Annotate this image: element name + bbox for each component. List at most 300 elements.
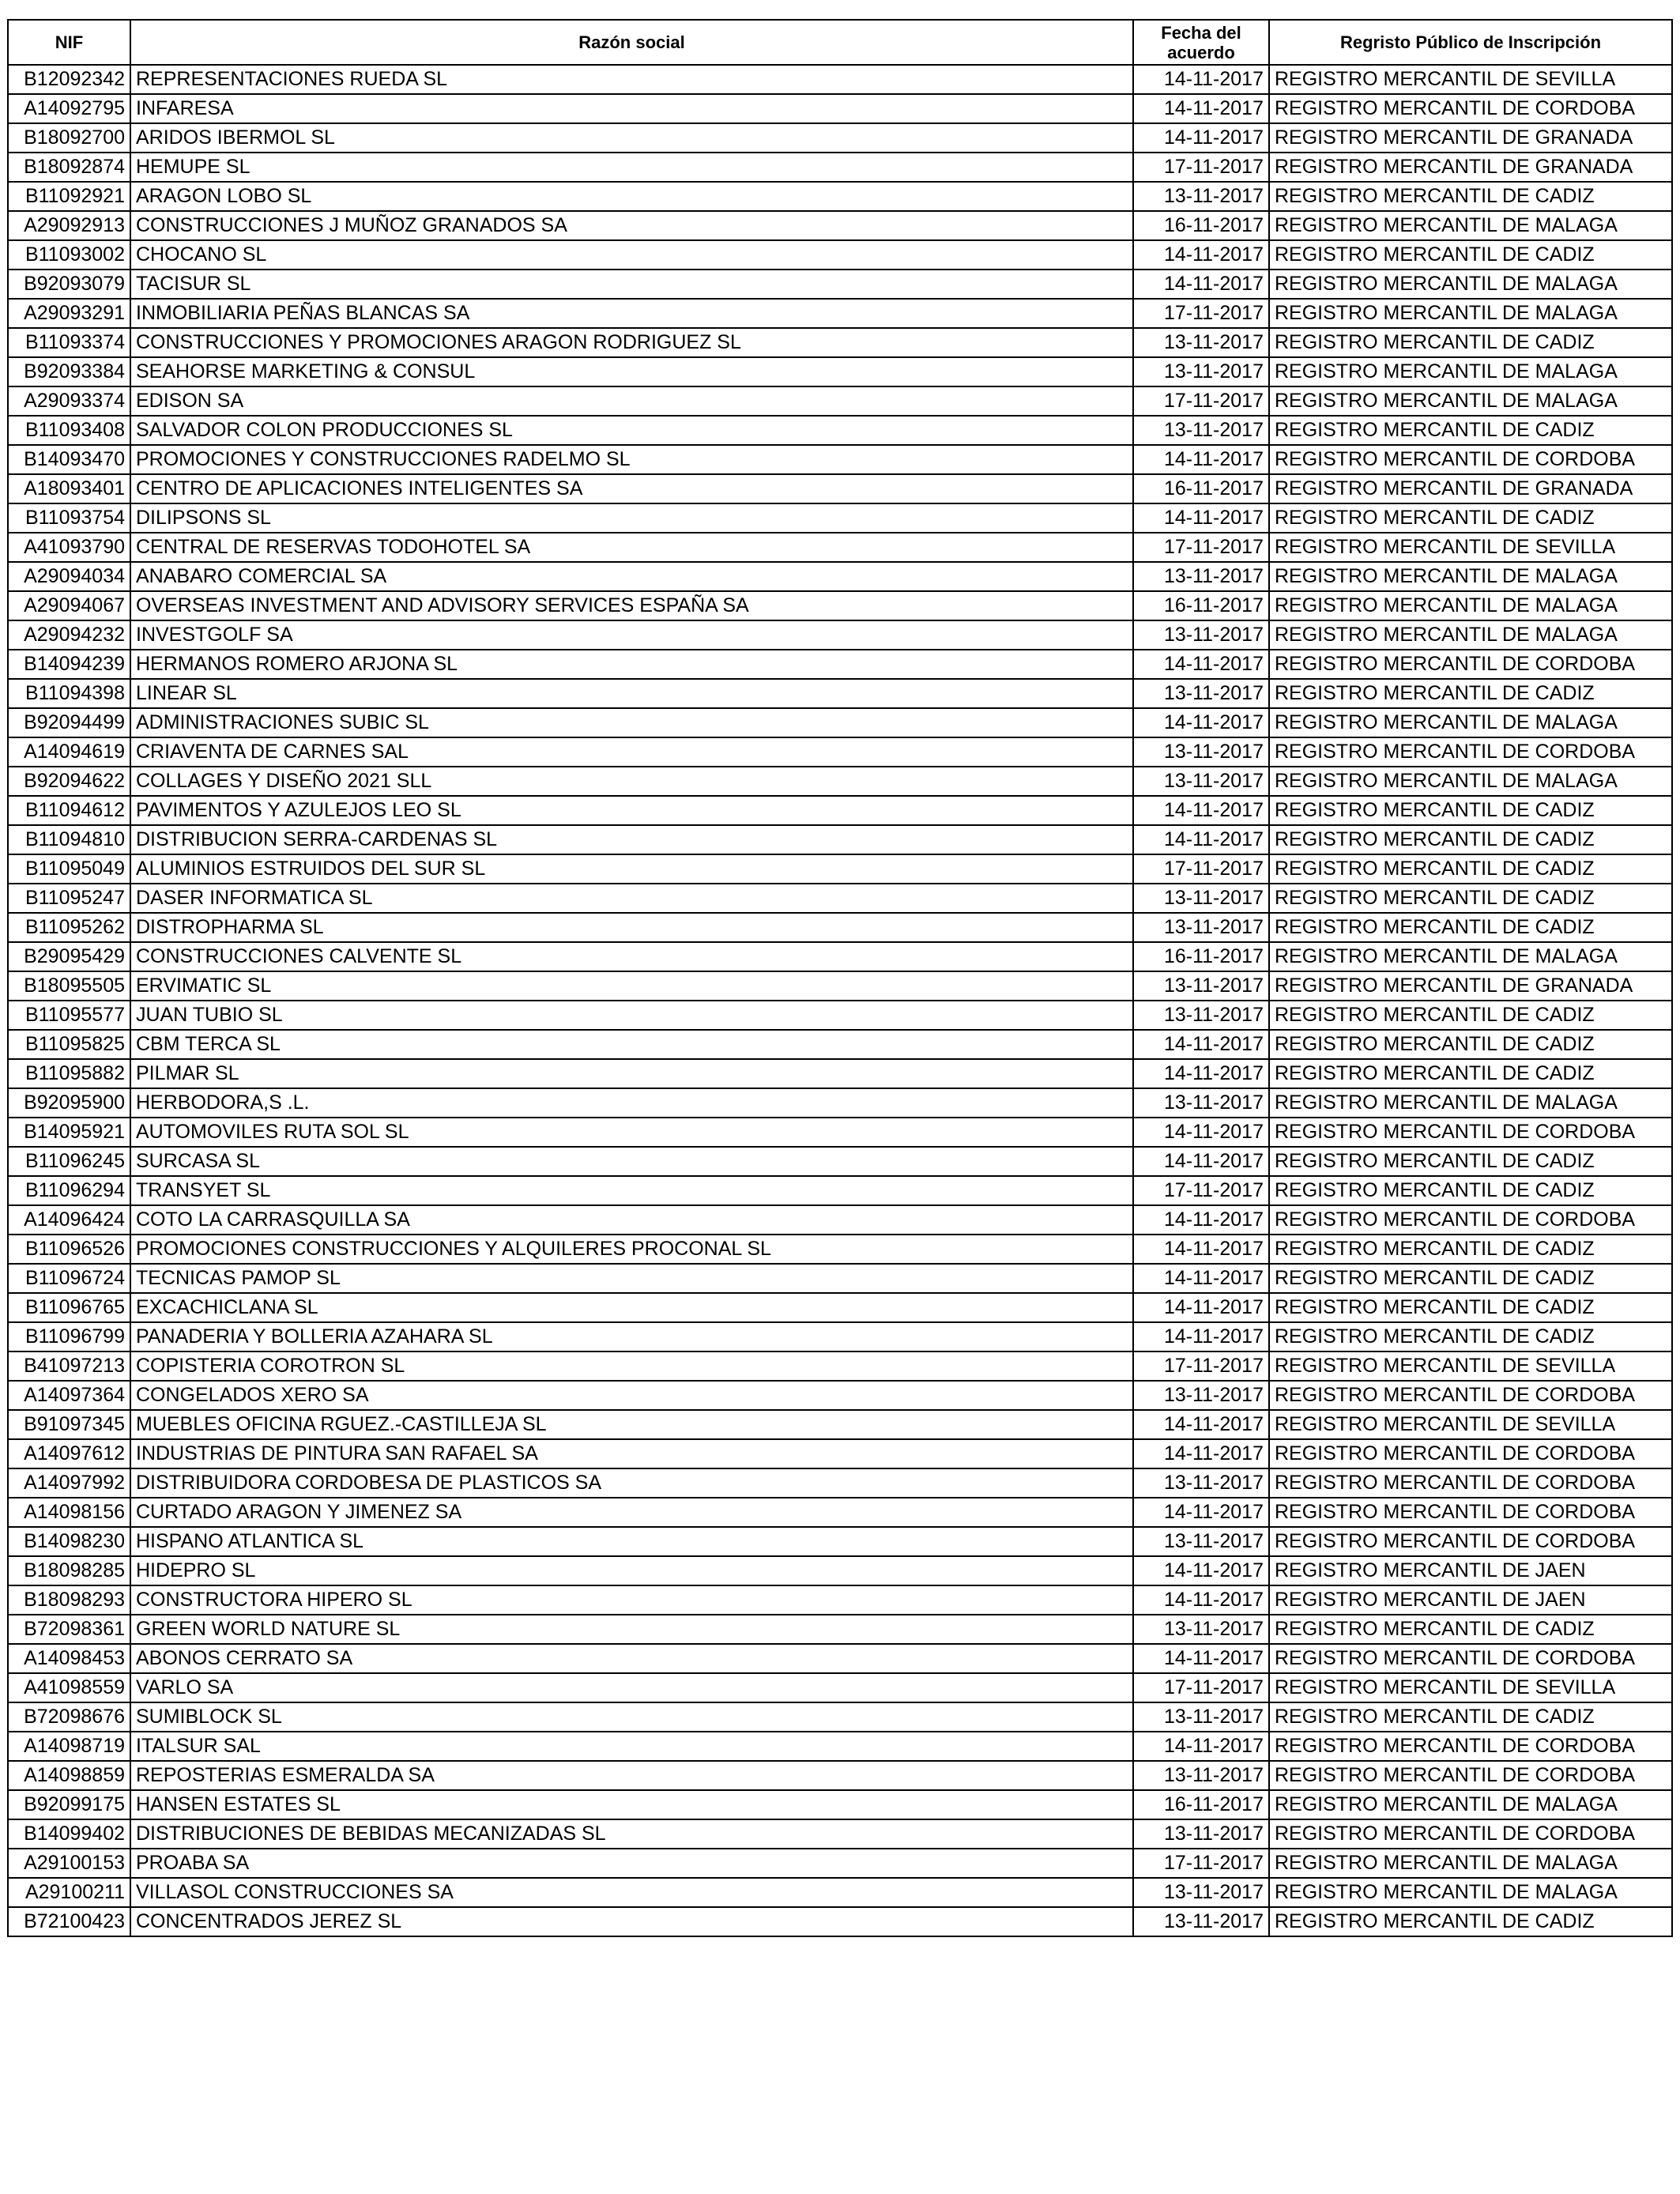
- table-row: [8, 913, 1672, 942]
- cell-nif: B92093384: [8, 357, 130, 386]
- table-row: [8, 474, 1672, 503]
- cell-nif: B11093002: [8, 240, 130, 270]
- table-row: [8, 445, 1672, 474]
- cell-razon-social: CBM TERCA SL: [130, 1030, 1133, 1059]
- cell-fecha: 14-11-2017: [1133, 65, 1269, 94]
- cell-registro: REGISTRO MERCANTIL DE CADIZ: [1269, 182, 1672, 211]
- cell-nif: A14098859: [8, 1761, 130, 1790]
- table-row: [8, 854, 1672, 884]
- cell-razon-social: REPOSTERIAS ESMERALDA SA: [130, 1761, 1133, 1790]
- cell-nif: B11093374: [8, 328, 130, 357]
- cell-fecha: 13-11-2017: [1133, 1381, 1269, 1410]
- cell-nif: B92094622: [8, 767, 130, 796]
- cell-registro: REGISTRO MERCANTIL DE JAEN: [1269, 1556, 1672, 1585]
- cell-fecha: 14-11-2017: [1133, 503, 1269, 533]
- cell-fecha: 14-11-2017: [1133, 1410, 1269, 1439]
- cell-registro: REGISTRO MERCANTIL DE MALAGA: [1269, 270, 1672, 299]
- table-row: [8, 971, 1672, 1001]
- table-row: [8, 1118, 1672, 1147]
- cell-nif: B11094810: [8, 825, 130, 854]
- cell-registro: REGISTRO MERCANTIL DE CADIZ: [1269, 1001, 1672, 1030]
- cell-registro: REGISTRO MERCANTIL DE MALAGA: [1269, 767, 1672, 796]
- cell-fecha: 13-11-2017: [1133, 620, 1269, 650]
- cell-nif: B72100423: [8, 1907, 130, 1936]
- cell-fecha: 14-11-2017: [1133, 1585, 1269, 1615]
- table-row: [8, 503, 1672, 533]
- cell-registro: REGISTRO MERCANTIL DE CORDOBA: [1269, 445, 1672, 474]
- cell-fecha: 13-11-2017: [1133, 884, 1269, 913]
- cell-registro: REGISTRO MERCANTIL DE CADIZ: [1269, 1176, 1672, 1205]
- cell-razon-social: HISPANO ATLANTICA SL: [130, 1527, 1133, 1556]
- cell-nif: A18093401: [8, 474, 130, 503]
- cell-registro: REGISTRO MERCANTIL DE GRANADA: [1269, 971, 1672, 1001]
- cell-nif: B11095825: [8, 1030, 130, 1059]
- table-row: [8, 1293, 1672, 1322]
- cell-fecha: 13-11-2017: [1133, 1088, 1269, 1118]
- cell-fecha: 16-11-2017: [1133, 942, 1269, 971]
- cell-razon-social: ARIDOS IBERMOL SL: [130, 123, 1133, 153]
- cell-razon-social: ERVIMATIC SL: [130, 971, 1133, 1001]
- cell-fecha: 13-11-2017: [1133, 1878, 1269, 1907]
- cell-registro: REGISTRO MERCANTIL DE CORDOBA: [1269, 1498, 1672, 1527]
- cell-fecha: 17-11-2017: [1133, 386, 1269, 416]
- cell-registro: REGISTRO MERCANTIL DE MALAGA: [1269, 1878, 1672, 1907]
- table-row: [8, 737, 1672, 767]
- cell-nif: A14096424: [8, 1205, 130, 1235]
- cell-fecha: 17-11-2017: [1133, 1351, 1269, 1381]
- table-row: [8, 1819, 1672, 1849]
- cell-registro: REGISTRO MERCANTIL DE CADIZ: [1269, 1322, 1672, 1351]
- table-row: [8, 240, 1672, 270]
- cell-razon-social: HERBODORA,S .L.: [130, 1088, 1133, 1118]
- table-row: [8, 211, 1672, 240]
- cell-nif: B18098293: [8, 1585, 130, 1615]
- header-razon-social: Razón social: [130, 20, 1133, 65]
- cell-razon-social: SALVADOR COLON PRODUCCIONES SL: [130, 416, 1133, 445]
- cell-nif: A29094232: [8, 620, 130, 650]
- cell-nif: B92095900: [8, 1088, 130, 1118]
- cell-razon-social: DASER INFORMATICA SL: [130, 884, 1133, 913]
- table-row: [8, 94, 1672, 123]
- cell-registro: REGISTRO MERCANTIL DE MALAGA: [1269, 591, 1672, 620]
- cell-razon-social: INFARESA: [130, 94, 1133, 123]
- cell-fecha: 14-11-2017: [1133, 1556, 1269, 1585]
- cell-nif: A29093374: [8, 386, 130, 416]
- cell-fecha: 13-11-2017: [1133, 357, 1269, 386]
- cell-nif: B12092342: [8, 65, 130, 94]
- cell-razon-social: ADMINISTRACIONES SUBIC SL: [130, 708, 1133, 737]
- cell-fecha: 17-11-2017: [1133, 1849, 1269, 1878]
- cell-nif: A14098719: [8, 1732, 130, 1761]
- cell-nif: B11096799: [8, 1322, 130, 1351]
- cell-registro: REGISTRO MERCANTIL DE CADIZ: [1269, 1264, 1672, 1293]
- cell-razon-social: SURCASA SL: [130, 1147, 1133, 1176]
- table-row: [8, 533, 1672, 562]
- cell-razon-social: AUTOMOVILES RUTA SOL SL: [130, 1118, 1133, 1147]
- cell-razon-social: PROMOCIONES CONSTRUCCIONES Y ALQUILERES PROCONAL SL: [130, 1235, 1133, 1264]
- cell-razon-social: CONSTRUCCIONES Y PROMOCIONES ARAGON RODRIGUEZ SL: [130, 328, 1133, 357]
- cell-registro: REGISTRO MERCANTIL DE CADIZ: [1269, 796, 1672, 825]
- cell-razon-social: OVERSEAS INVESTMENT AND ADVISORY SERVICES ESPAÑA SA: [130, 591, 1133, 620]
- cell-fecha: 13-11-2017: [1133, 1527, 1269, 1556]
- cell-registro: REGISTRO MERCANTIL DE JAEN: [1269, 1585, 1672, 1615]
- cell-razon-social: CRIAVENTA DE CARNES SAL: [130, 737, 1133, 767]
- cell-nif: B11096294: [8, 1176, 130, 1205]
- cell-nif: B92099175: [8, 1790, 130, 1819]
- table-row: [8, 1059, 1672, 1088]
- cell-fecha: 14-11-2017: [1133, 1322, 1269, 1351]
- cell-registro: REGISTRO MERCANTIL DE CORDOBA: [1269, 737, 1672, 767]
- cell-registro: REGISTRO MERCANTIL DE MALAGA: [1269, 357, 1672, 386]
- cell-fecha: 14-11-2017: [1133, 94, 1269, 123]
- cell-nif: B11095049: [8, 854, 130, 884]
- cell-fecha: 17-11-2017: [1133, 153, 1269, 182]
- table-row: [8, 1849, 1672, 1878]
- table-row: [8, 357, 1672, 386]
- cell-registro: REGISTRO MERCANTIL DE SEVILLA: [1269, 1351, 1672, 1381]
- table-row: [8, 1235, 1672, 1264]
- cell-registro: REGISTRO MERCANTIL DE CADIZ: [1269, 1059, 1672, 1088]
- cell-razon-social: ABONOS CERRATO SA: [130, 1644, 1133, 1673]
- cell-fecha: 14-11-2017: [1133, 240, 1269, 270]
- cell-registro: REGISTRO MERCANTIL DE MALAGA: [1269, 1849, 1672, 1878]
- cell-nif: A14097992: [8, 1468, 130, 1498]
- table-row: [8, 767, 1672, 796]
- cell-registro: REGISTRO MERCANTIL DE CORDOBA: [1269, 1205, 1672, 1235]
- table-row: [8, 328, 1672, 357]
- cell-nif: B14098230: [8, 1527, 130, 1556]
- cell-nif: B11093408: [8, 416, 130, 445]
- cell-razon-social: COLLAGES Y DISEÑO 2021 SLL: [130, 767, 1133, 796]
- cell-fecha: 14-11-2017: [1133, 1732, 1269, 1761]
- cell-registro: REGISTRO MERCANTIL DE CORDOBA: [1269, 94, 1672, 123]
- table-row: [8, 153, 1672, 182]
- cell-nif: B11095247: [8, 884, 130, 913]
- cell-nif: A14094619: [8, 737, 130, 767]
- table-row: [8, 1381, 1672, 1410]
- cell-razon-social: CONSTRUCCIONES CALVENTE SL: [130, 942, 1133, 971]
- header-fecha: Fecha del acuerdo: [1133, 20, 1269, 65]
- cell-fecha: 14-11-2017: [1133, 1059, 1269, 1088]
- cell-registro: REGISTRO MERCANTIL DE CADIZ: [1269, 679, 1672, 708]
- table-row: [8, 1439, 1672, 1468]
- cell-nif: B14094239: [8, 650, 130, 679]
- table-row: [8, 1205, 1672, 1235]
- cell-razon-social: HIDEPRO SL: [130, 1556, 1133, 1585]
- cell-nif: B18098285: [8, 1556, 130, 1585]
- cell-registro: REGISTRO MERCANTIL DE CADIZ: [1269, 913, 1672, 942]
- cell-registro: REGISTRO MERCANTIL DE CADIZ: [1269, 1907, 1672, 1936]
- table-row: [8, 679, 1672, 708]
- cell-fecha: 14-11-2017: [1133, 1235, 1269, 1264]
- cell-nif: A14097364: [8, 1381, 130, 1410]
- table-row: [8, 591, 1672, 620]
- table-row: [8, 1264, 1672, 1293]
- cell-nif: B11092921: [8, 182, 130, 211]
- cell-nif: B41097213: [8, 1351, 130, 1381]
- cell-registro: REGISTRO MERCANTIL DE CORDOBA: [1269, 1761, 1672, 1790]
- cell-registro: REGISTRO MERCANTIL DE CADIZ: [1269, 1702, 1672, 1732]
- cell-fecha: 13-11-2017: [1133, 1907, 1269, 1936]
- cell-registro: REGISTRO MERCANTIL DE SEVILLA: [1269, 1410, 1672, 1439]
- cell-razon-social: COPISTERIA COROTRON SL: [130, 1351, 1133, 1381]
- cell-fecha: 17-11-2017: [1133, 1176, 1269, 1205]
- cell-registro: REGISTRO MERCANTIL DE MALAGA: [1269, 1088, 1672, 1118]
- table-row: [8, 825, 1672, 854]
- cell-razon-social: VILLASOL CONSTRUCCIONES SA: [130, 1878, 1133, 1907]
- cell-razon-social: PROMOCIONES Y CONSTRUCCIONES RADELMO SL: [130, 445, 1133, 474]
- cell-razon-social: DILIPSONS SL: [130, 503, 1133, 533]
- cell-registro: REGISTRO MERCANTIL DE MALAGA: [1269, 562, 1672, 591]
- table-row: [8, 1907, 1672, 1936]
- cell-fecha: 16-11-2017: [1133, 591, 1269, 620]
- cell-razon-social: REPRESENTACIONES RUEDA SL: [130, 65, 1133, 94]
- table-row: [8, 1527, 1672, 1556]
- cell-razon-social: MUEBLES OFICINA RGUEZ.-CASTILLEJA SL: [130, 1410, 1133, 1439]
- table-header-row: [8, 20, 1672, 65]
- cell-fecha: 13-11-2017: [1133, 971, 1269, 1001]
- cell-registro: REGISTRO MERCANTIL DE CORDOBA: [1269, 1644, 1672, 1673]
- cell-nif: A29092913: [8, 211, 130, 240]
- cell-registro: REGISTRO MERCANTIL DE CADIZ: [1269, 1030, 1672, 1059]
- cell-razon-social: CONCENTRADOS JEREZ SL: [130, 1907, 1133, 1936]
- cell-razon-social: CENTRAL DE RESERVAS TODOHOTEL SA: [130, 533, 1133, 562]
- cell-registro: REGISTRO MERCANTIL DE CADIZ: [1269, 503, 1672, 533]
- cell-razon-social: ITALSUR SAL: [130, 1732, 1133, 1761]
- table-row: [8, 1322, 1672, 1351]
- cell-razon-social: DISTRIBUCION SERRA-CARDENAS SL: [130, 825, 1133, 854]
- table-row: [8, 1556, 1672, 1585]
- cell-fecha: 17-11-2017: [1133, 854, 1269, 884]
- cell-razon-social: CONSTRUCCIONES J MUÑOZ GRANADOS SA: [130, 211, 1133, 240]
- cell-fecha: 13-11-2017: [1133, 1001, 1269, 1030]
- cell-razon-social: CURTADO ARAGON Y JIMENEZ SA: [130, 1498, 1133, 1527]
- table-row: [8, 386, 1672, 416]
- table-row: [8, 1644, 1672, 1673]
- table-row: [8, 942, 1672, 971]
- cell-razon-social: SEAHORSE MARKETING & CONSUL: [130, 357, 1133, 386]
- table-row: [8, 1732, 1672, 1761]
- cell-razon-social: DISTROPHARMA SL: [130, 913, 1133, 942]
- cell-fecha: 13-11-2017: [1133, 182, 1269, 211]
- cell-nif: B92094499: [8, 708, 130, 737]
- cell-nif: B11095262: [8, 913, 130, 942]
- cell-nif: B18095505: [8, 971, 130, 1001]
- table-row: [8, 650, 1672, 679]
- cell-razon-social: INDUSTRIAS DE PINTURA SAN RAFAEL SA: [130, 1439, 1133, 1468]
- cell-registro: REGISTRO MERCANTIL DE CADIZ: [1269, 1235, 1672, 1264]
- cell-registro: REGISTRO MERCANTIL DE CADIZ: [1269, 825, 1672, 854]
- cell-nif: A14098156: [8, 1498, 130, 1527]
- table-row: [8, 416, 1672, 445]
- cell-fecha: 13-11-2017: [1133, 1615, 1269, 1644]
- cell-nif: B11095882: [8, 1059, 130, 1088]
- cell-registro: REGISTRO MERCANTIL DE CADIZ: [1269, 240, 1672, 270]
- table-row: [8, 182, 1672, 211]
- cell-registro: REGISTRO MERCANTIL DE CORDOBA: [1269, 1819, 1672, 1849]
- cell-fecha: 14-11-2017: [1133, 1147, 1269, 1176]
- cell-razon-social: ANABARO COMERCIAL SA: [130, 562, 1133, 591]
- cell-nif: B11096724: [8, 1264, 130, 1293]
- cell-razon-social: HERMANOS ROMERO ARJONA SL: [130, 650, 1133, 679]
- cell-razon-social: HEMUPE SL: [130, 153, 1133, 182]
- table-row: [8, 884, 1672, 913]
- cell-razon-social: CHOCANO SL: [130, 240, 1133, 270]
- cell-fecha: 17-11-2017: [1133, 1673, 1269, 1702]
- cell-nif: B11096245: [8, 1147, 130, 1176]
- cell-registro: REGISTRO MERCANTIL DE SEVILLA: [1269, 65, 1672, 94]
- table-row: [8, 1615, 1672, 1644]
- cell-nif: B18092874: [8, 153, 130, 182]
- table-row: [8, 1498, 1672, 1527]
- cell-nif: B14093470: [8, 445, 130, 474]
- cell-registro: REGISTRO MERCANTIL DE CADIZ: [1269, 1615, 1672, 1644]
- header-nif: NIF: [8, 20, 130, 65]
- cell-registro: REGISTRO MERCANTIL DE MALAGA: [1269, 211, 1672, 240]
- cell-nif: B11096765: [8, 1293, 130, 1322]
- cell-registro: REGISTRO MERCANTIL DE GRANADA: [1269, 474, 1672, 503]
- cell-nif: A14097612: [8, 1439, 130, 1468]
- cell-registro: REGISTRO MERCANTIL DE MALAGA: [1269, 1790, 1672, 1819]
- cell-nif: B72098361: [8, 1615, 130, 1644]
- cell-registro: REGISTRO MERCANTIL DE CORDOBA: [1269, 1439, 1672, 1468]
- cell-razon-social: CONSTRUCTORA HIPERO SL: [130, 1585, 1133, 1615]
- cell-nif: B11096526: [8, 1235, 130, 1264]
- cell-registro: REGISTRO MERCANTIL DE CORDOBA: [1269, 1527, 1672, 1556]
- cell-fecha: 14-11-2017: [1133, 825, 1269, 854]
- cell-razon-social: PANADERIA Y BOLLERIA AZAHARA SL: [130, 1322, 1133, 1351]
- cell-registro: REGISTRO MERCANTIL DE SEVILLA: [1269, 533, 1672, 562]
- cell-razon-social: TRANSYET SL: [130, 1176, 1133, 1205]
- cell-fecha: 17-11-2017: [1133, 533, 1269, 562]
- cell-registro: REGISTRO MERCANTIL DE CORDOBA: [1269, 650, 1672, 679]
- cell-fecha: 13-11-2017: [1133, 1468, 1269, 1498]
- table-row: [8, 1001, 1672, 1030]
- cell-fecha: 14-11-2017: [1133, 123, 1269, 153]
- table-row: [8, 1176, 1672, 1205]
- cell-razon-social: ALUMINIOS ESTRUIDOS DEL SUR SL: [130, 854, 1133, 884]
- cell-nif: A41093790: [8, 533, 130, 562]
- companies-table: [7, 19, 1673, 1937]
- cell-razon-social: LINEAR SL: [130, 679, 1133, 708]
- cell-razon-social: GREEN WORLD NATURE SL: [130, 1615, 1133, 1644]
- cell-fecha: 14-11-2017: [1133, 1264, 1269, 1293]
- table-row: [8, 1351, 1672, 1381]
- cell-nif: A29093291: [8, 299, 130, 328]
- cell-nif: A29100211: [8, 1878, 130, 1907]
- cell-fecha: 14-11-2017: [1133, 1293, 1269, 1322]
- cell-fecha: 14-11-2017: [1133, 1498, 1269, 1527]
- cell-nif: B11094612: [8, 796, 130, 825]
- table-row: [8, 1410, 1672, 1439]
- cell-fecha: 13-11-2017: [1133, 679, 1269, 708]
- table-row: [8, 1790, 1672, 1819]
- cell-razon-social: PAVIMENTOS Y AZULEJOS LEO SL: [130, 796, 1133, 825]
- cell-nif: B11094398: [8, 679, 130, 708]
- cell-fecha: 16-11-2017: [1133, 211, 1269, 240]
- cell-fecha: 13-11-2017: [1133, 562, 1269, 591]
- cell-nif: A14098453: [8, 1644, 130, 1673]
- cell-registro: REGISTRO MERCANTIL DE CORDOBA: [1269, 1118, 1672, 1147]
- cell-registro: REGISTRO MERCANTIL DE GRANADA: [1269, 123, 1672, 153]
- cell-razon-social: INVESTGOLF SA: [130, 620, 1133, 650]
- cell-nif: B72098676: [8, 1702, 130, 1732]
- table-row: [8, 562, 1672, 591]
- table-body: [8, 65, 1672, 1936]
- table-row: [8, 1702, 1672, 1732]
- cell-fecha: 14-11-2017: [1133, 650, 1269, 679]
- cell-razon-social: TACISUR SL: [130, 270, 1133, 299]
- table-row: [8, 796, 1672, 825]
- cell-razon-social: HANSEN ESTATES SL: [130, 1790, 1133, 1819]
- cell-fecha: 13-11-2017: [1133, 416, 1269, 445]
- cell-fecha: 17-11-2017: [1133, 299, 1269, 328]
- cell-razon-social: PILMAR SL: [130, 1059, 1133, 1088]
- cell-fecha: 14-11-2017: [1133, 270, 1269, 299]
- cell-registro: REGISTRO MERCANTIL DE MALAGA: [1269, 708, 1672, 737]
- cell-nif: A41098559: [8, 1673, 130, 1702]
- cell-fecha: 13-11-2017: [1133, 913, 1269, 942]
- cell-fecha: 13-11-2017: [1133, 1761, 1269, 1790]
- cell-razon-social: EDISON SA: [130, 386, 1133, 416]
- cell-fecha: 14-11-2017: [1133, 445, 1269, 474]
- cell-razon-social: EXCACHICLANA SL: [130, 1293, 1133, 1322]
- table-row: [8, 620, 1672, 650]
- cell-razon-social: COTO LA CARRASQUILLA SA: [130, 1205, 1133, 1235]
- table-row: [8, 1147, 1672, 1176]
- cell-registro: REGISTRO MERCANTIL DE MALAGA: [1269, 299, 1672, 328]
- cell-fecha: 16-11-2017: [1133, 474, 1269, 503]
- cell-razon-social: CENTRO DE APLICACIONES INTELIGENTES SA: [130, 474, 1133, 503]
- table-row: [8, 65, 1672, 94]
- cell-fecha: 16-11-2017: [1133, 1790, 1269, 1819]
- table-row: [8, 1585, 1672, 1615]
- cell-registro: REGISTRO MERCANTIL DE CADIZ: [1269, 884, 1672, 913]
- cell-registro: REGISTRO MERCANTIL DE MALAGA: [1269, 942, 1672, 971]
- cell-nif: B14095921: [8, 1118, 130, 1147]
- cell-registro: REGISTRO MERCANTIL DE MALAGA: [1269, 620, 1672, 650]
- cell-nif: A29100153: [8, 1849, 130, 1878]
- cell-nif: B14099402: [8, 1819, 130, 1849]
- cell-registro: REGISTRO MERCANTIL DE CADIZ: [1269, 854, 1672, 884]
- cell-nif: B11095577: [8, 1001, 130, 1030]
- cell-registro: REGISTRO MERCANTIL DE CORDOBA: [1269, 1468, 1672, 1498]
- cell-nif: A29094034: [8, 562, 130, 591]
- cell-razon-social: DISTRIBUCIONES DE BEBIDAS MECANIZADAS SL: [130, 1819, 1133, 1849]
- cell-registro: REGISTRO MERCANTIL DE CADIZ: [1269, 1147, 1672, 1176]
- cell-fecha: 14-11-2017: [1133, 1644, 1269, 1673]
- table-row: [8, 270, 1672, 299]
- cell-nif: B29095429: [8, 942, 130, 971]
- table-row: [8, 1761, 1672, 1790]
- cell-registro: REGISTRO MERCANTIL DE SEVILLA: [1269, 1673, 1672, 1702]
- cell-nif: A14092795: [8, 94, 130, 123]
- cell-razon-social: SUMIBLOCK SL: [130, 1702, 1133, 1732]
- cell-razon-social: VARLO SA: [130, 1673, 1133, 1702]
- cell-fecha: 13-11-2017: [1133, 1702, 1269, 1732]
- table-row: [8, 1878, 1672, 1907]
- table-row: [8, 299, 1672, 328]
- cell-registro: REGISTRO MERCANTIL DE CORDOBA: [1269, 1381, 1672, 1410]
- cell-fecha: 14-11-2017: [1133, 796, 1269, 825]
- header-registro: Regristo Público de Inscripción: [1269, 20, 1672, 65]
- cell-registro: REGISTRO MERCANTIL DE CORDOBA: [1269, 1732, 1672, 1761]
- cell-registro: REGISTRO MERCANTIL DE GRANADA: [1269, 153, 1672, 182]
- cell-razon-social: TECNICAS PAMOP SL: [130, 1264, 1133, 1293]
- cell-registro: REGISTRO MERCANTIL DE CADIZ: [1269, 328, 1672, 357]
- table-row: [8, 123, 1672, 153]
- cell-fecha: 14-11-2017: [1133, 1439, 1269, 1468]
